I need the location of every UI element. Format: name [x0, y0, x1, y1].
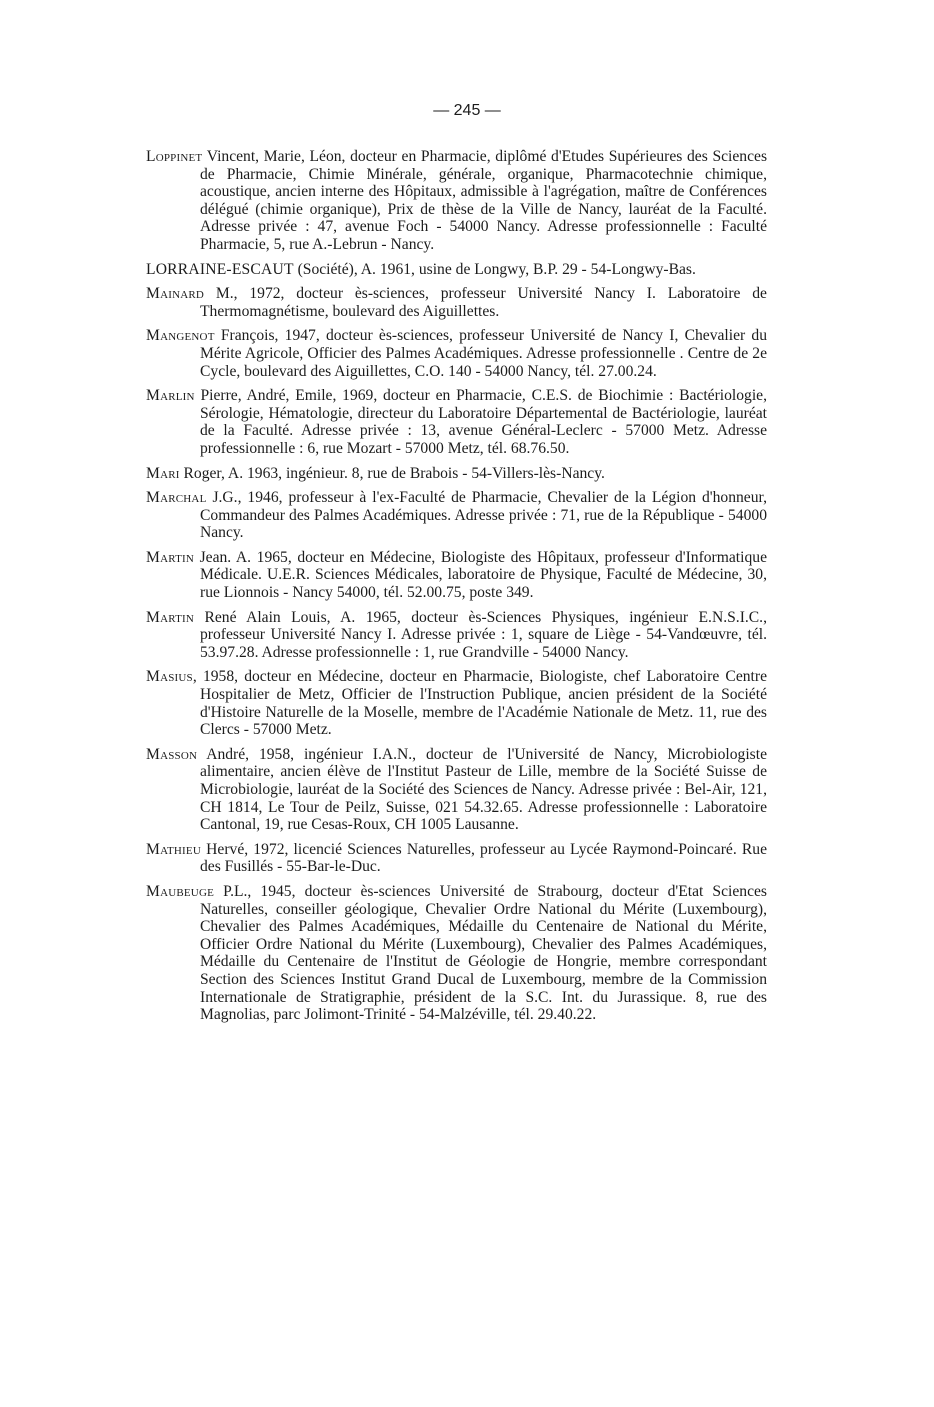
entry-text: François, 1947, docteur ès-sciences, professeur Université de Nancy I, Chevalier du Mérite Agricole, Officier des Palmes Académiques. Adresse professionnelle . Centre de 2e Cycle, boulevard des Aiguillettes, C.O. 140 - 54000 Nancy, tél. 27.00.24.	[200, 327, 767, 380]
directory-entry	[146, 465, 767, 483]
entry-text: J.G., 1946, professeur à l'ex-Faculté de Pharmacie, Chevalier de la Légion d'honneur, Commandeur des Palmes Académiques. Adresse privée : 71, rue de la République - 54000 Nancy.	[200, 489, 767, 542]
directory-entry	[146, 668, 767, 738]
entry-surname: Loppinet	[146, 148, 203, 165]
entry-text: P.L., 1945, docteur ès-sciences Université de Strabourg, docteur d'Etat Sciences Naturelles, conseiller géologique, Chevalier Ordre National du Mérite (Luxembourg), Chevalier des Palmes Académiques, Médaille du Centenaire de National du Mérite, Officier Ordre National du Mérite (Luxembourg), Chevalier des Palmes Académiques, Médaille du Centenaire de l'Institut de Géologie de Hongrie, membre correspondant Section des Sciences Institut Grand Ducal de Luxembourg, membre de la Commission Internationale de Stratigraphie, président de la S.C. Int. du Jurassique. 8, rue des Magnolias, parc Jolimont-Trinité - 54-Malzéville, tél. 29.40.22.	[200, 882, 767, 1024]
entry-surname: LORRAINE-ESCAUT	[146, 260, 294, 278]
entry-text: M., 1972, docteur ès-sciences, professeur Université Nancy I. Laboratoire de Thermomagnétisme, boulevard des Aiguillettes.	[200, 285, 767, 320]
directory-entry	[146, 609, 767, 662]
entry-text: Vincent, Marie, Léon, docteur en Pharmacie, diplômé d'Etudes Supérieures des Sciences de Pharmacie, Chimie Minérale, générale, organique, Pharmacotechnie chimique, acoustique, ancien interne des Hôpitaux, admissible à l'agrégation, maître de Conférences délégué (chimie organique), Prix de thèse de la Ville de Nancy, lauréat de la Faculté. Adresse privée : 47, avenue Foch - 54000 Nancy. Adresse professionnelle : Faculté Pharmacie, 5, rue A.-Lebrun - Nancy.	[200, 148, 768, 253]
directory-entry	[146, 746, 767, 834]
entry-surname: Martin	[146, 548, 195, 566]
directory-entry	[146, 148, 767, 254]
entry-surname: Maubeuge	[146, 882, 215, 900]
directory-entry	[146, 489, 767, 542]
entry-text: , 1958, docteur en Médecine, docteur en Pharmacie, Biologiste, chef Laboratoire Centre Hospitalier de Metz, Officier de l'Instruction Publique, ancien président de la Société d'Histoire Naturelle de la Moselle, membre de l'Académie Nationale de Metz. 11, rue des Clercs - 57000 Metz.	[192, 668, 767, 739]
entry-surname: Masius	[146, 668, 193, 686]
entry-surname: Masson	[146, 745, 198, 763]
directory-entry	[146, 285, 767, 320]
entry-text: André, 1958, ingénieur I.A.N., docteur de l'Université de Nancy, Microbiologiste alimentaire, ancien élève de l'Institut Pasteur de Lille, membre de la Société Suisse de Microbiologie, lauréat de la Société des Sciences de Nancy. Adresse privée : Bel-Air, 121, CH 1814, Le Tour de Peilz, Suisse, 021 54.32.65. Adresse professionnelle : Laboratoire Cantonal, 19, rue Cesas-Roux, CH 1005 Lausanne.	[200, 745, 767, 834]
directory-entry	[146, 549, 767, 602]
page-number: — 245 —	[433, 102, 501, 119]
entry-text: Jean. A. 1965, docteur en Médecine, Biologiste des Hôpitaux, professeur d'Informatique Médicale. U.E.R. Sciences Médicales, laboratoire de Physique, Faculté de Médecine, 30, rue Lionnois - Nancy 54000, tél. 52.00.75, poste 349.	[199, 548, 767, 602]
entry-surname: Martin	[146, 608, 195, 626]
entry-surname: Mainard	[146, 285, 205, 303]
entry-text: René Alain Louis, A. 1965, docteur ès-Sciences Physiques, ingénieur E.N.S.I.C., professeur Université Nancy I. Adresse privée : 1, square de Liège - 54-Vandœuvre, tél. 53.97.28. Adresse professionnelle : 1, rue Grandville - 54000 Nancy.	[200, 608, 767, 661]
entry-surname: Marlin	[146, 387, 195, 405]
entry-surname: Mathieu	[146, 840, 201, 858]
directory-entry	[146, 841, 767, 876]
entry-text: Pierre, André, Emile, 1969, docteur en Pharmacie, C.E.S. de Biochimie : Bactériologie, Sérologie, Hématologie, directeur du Laboratoire Départemental de Bactériologie, lauréat de la Faculté. Adresse privée : 13, avenue Général-Leclerc - 57000 Metz. Adresse professionnelle : 6, rue Mozart - 57000 Metz, tél. 68.76.50.	[200, 387, 767, 457]
entry-surname: Mari	[146, 464, 180, 482]
directory-entries	[146, 148, 767, 1031]
entry-text: Roger, A. 1963, ingénieur. 8, rue de Brabois - 54-Villers-lès-Nancy.	[183, 464, 605, 482]
entry-text: Hervé, 1972, licencié Sciences Naturelles, professeur au Lycée Raymond-Poincaré. Rue des Fusillés - 55-Bar-le-Duc.	[200, 840, 767, 876]
entry-text: (Société), A. 1961, usine de Longwy, B.P. 29 - 54-Longwy-Bas.	[297, 260, 696, 278]
entry-surname: Mangenot	[146, 327, 215, 345]
directory-entry	[146, 261, 767, 279]
directory-entry	[146, 387, 767, 457]
directory-entry	[146, 883, 767, 1024]
directory-entry	[146, 327, 767, 380]
entry-surname: Marchal	[146, 489, 207, 507]
